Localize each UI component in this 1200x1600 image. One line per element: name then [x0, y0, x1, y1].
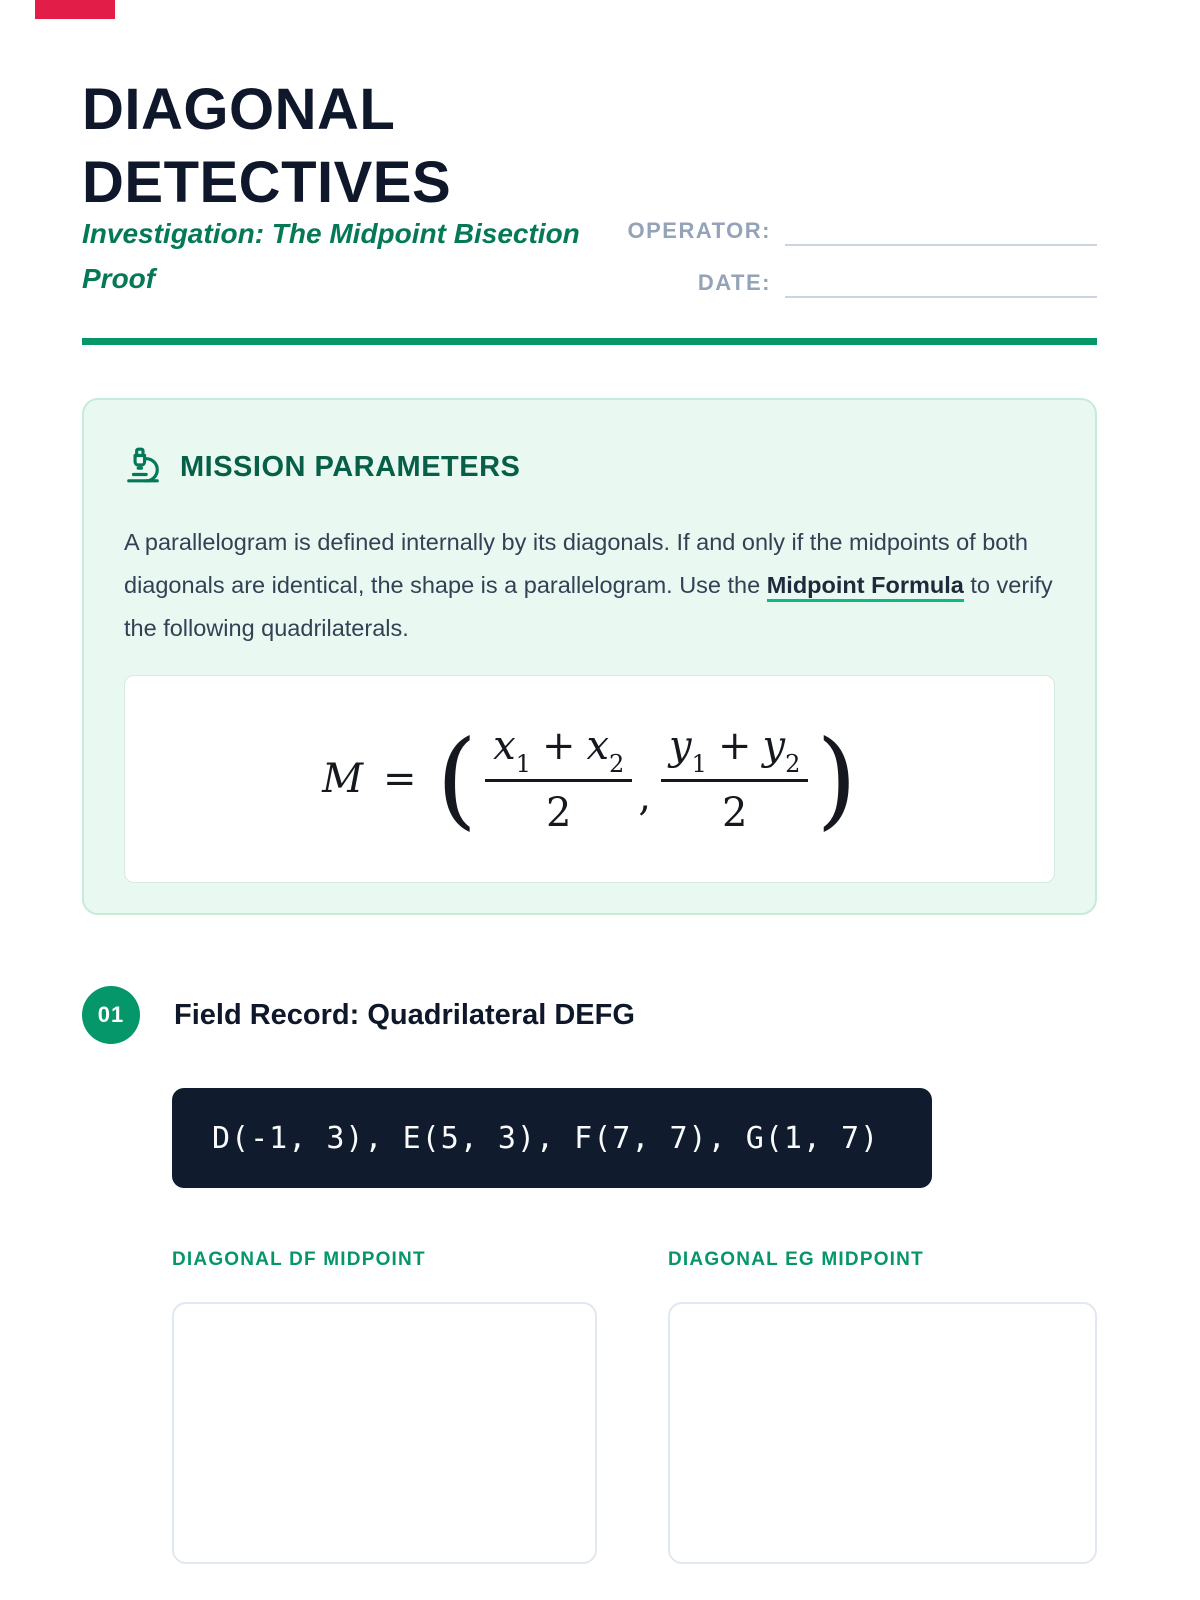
diagonal-eg-label: DIAGONAL EG MIDPOINT [668, 1249, 924, 1270]
mission-parameters-panel [82, 398, 1097, 915]
midpoint-formula-term: Midpoint Formula [767, 572, 964, 602]
subtitle-line2: Proof [82, 262, 156, 294]
mission-body-pre: A parallelogram is defined internally by its diagonals. If and only if the midpoints of both diagonals are identical, the shape is a parallelogram. Use the [124, 529, 1028, 598]
panel-header [124, 446, 1055, 489]
red-accent-tab [35, 0, 115, 19]
section-title: Field Record: Quadrilateral DEFG [174, 998, 635, 1031]
coordinates-box [172, 1088, 932, 1188]
date-field[interactable] [785, 272, 1097, 298]
formula-box [124, 675, 1055, 883]
subtitle-line1: Investigation: The Midpoint Bisection [82, 218, 580, 249]
formula-fraction-x: $\frac{x_1 + x_2}{2}$ [485, 723, 632, 836]
formula-equals: = [383, 756, 417, 803]
operator-field[interactable] [785, 220, 1097, 246]
date-row [597, 270, 1097, 298]
date-label: DATE: [697, 270, 771, 295]
page-title [82, 74, 451, 219]
formula-comma: , [638, 773, 652, 820]
page-subtitle [82, 212, 622, 302]
formula-open-paren: ( [436, 716, 478, 842]
section-01-header [82, 986, 635, 1044]
header-meta [597, 218, 1097, 322]
formula-close-paren: ) [816, 716, 857, 842]
operator-label: OPERATOR: [627, 218, 771, 243]
diagonal-eg-answer-box[interactable] [668, 1302, 1097, 1564]
section-number-badge: 01 [82, 986, 140, 1044]
microscope-icon [124, 446, 162, 489]
formula-fraction-y: $\frac{y_1 + y_2}{2}$ [661, 723, 808, 836]
midpoint-formula [322, 716, 857, 842]
coordinates-text: D(-1, 3), E(5, 3), F(7, 7), G(1, 7) [212, 1120, 880, 1156]
mission-heading: MISSION PARAMETERS [180, 451, 521, 483]
diagonal-df-answer-box[interactable] [172, 1302, 597, 1564]
mission-body-post: to verify the following quadrilaterals. [124, 571, 1053, 641]
page-title-line1: DIAGONAL [82, 77, 396, 142]
divider-rule [82, 338, 1097, 345]
diagonal-df-label: DIAGONAL DF MIDPOINT [172, 1249, 426, 1270]
operator-row [597, 218, 1097, 246]
page-title-line2: DETECTIVES [82, 149, 452, 215]
formula-m: M [322, 756, 364, 803]
mission-body [124, 521, 1055, 649]
